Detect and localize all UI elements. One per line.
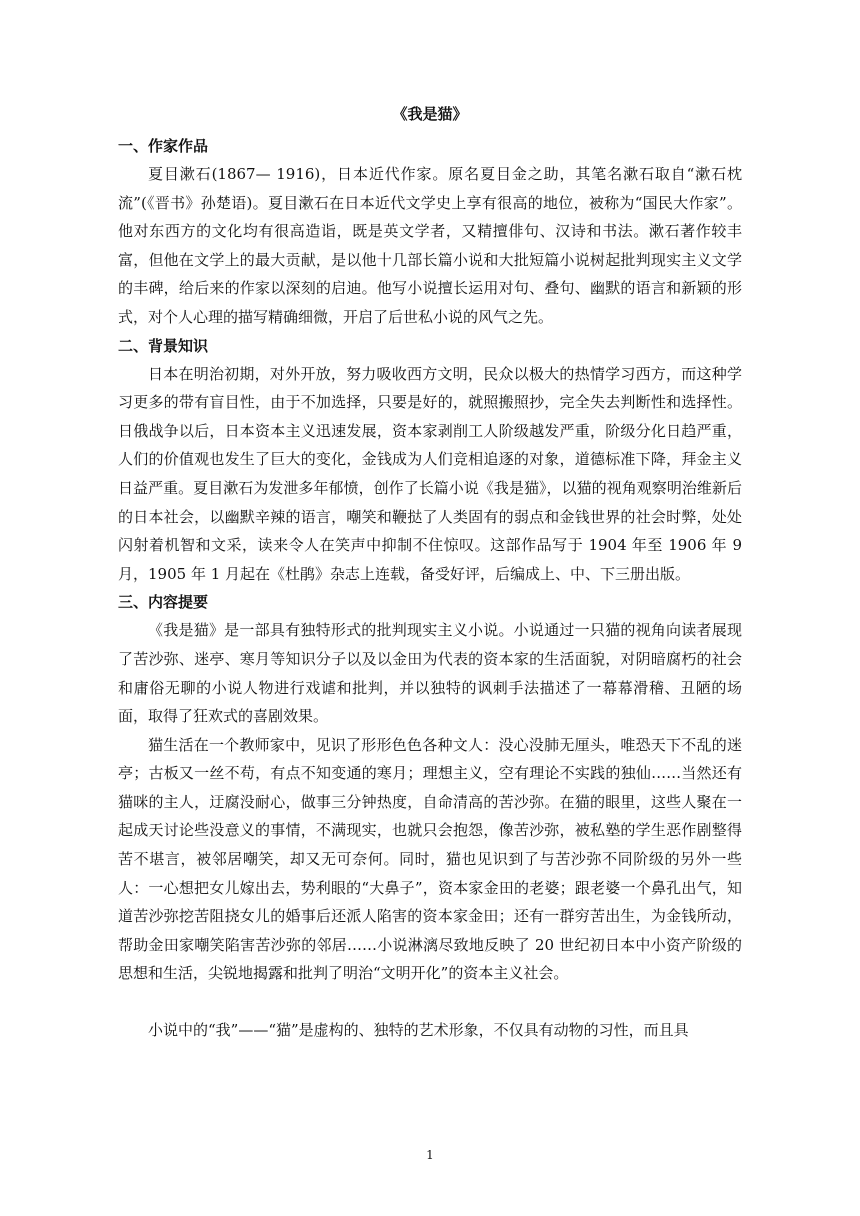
section-heading-author: 一、作家作品 — [118, 137, 209, 155]
paragraph-background: 日本在明治初期，对外开放，努力吸收西方文明，民众以极大的热情学习西方，而这种学习更多的带有盲目性，由于不加选择，只要是好的，就照搬照抄，完全失去判断性和选择性。日俄战争以后，日本资本主义迅速发展，资本家剥削工人阶级越发严重，阶级分化日趋严重，人们的价值观也发生了巨大的变化，金钱成为人们竞相追逐的对象，道德标准下降，拜金主义日益严重。夏目漱石为发泄多年郁愤，创作了长篇小说《我是猫》，以猫的视角观察明治维新后的日本社会，以幽默辛辣的语言，嘲笑和鞭挞了人类固有的弱点和金钱世界的社会时弊，处处闪射着机智和文采，读来令人在笑声中抑制不住惊叹。这部作品写于 1904 年至 1906 年 9 月，1905 年 1 月起在《杜鹃》杂志上连载，备受好评，后编成上、中、下三册出版。 — [118, 364, 742, 583]
paragraph-gap — [118, 988, 742, 1016]
paragraph-summary-2: 猫生活在一个教师家中，见识了形形色色各种文人：没心没肺无厘头，唯恐天下不乱的迷亭；古板又一丝不苟，有点不知变通的寒月；理想主义，空有理论不实践的独仙……当然还有猫咪的主人，迂腐没耐心，做事三分钟热度，自命清高的苦沙弥。在猫的眼里，这些人聚在一起成天讨论些没意义的事情，不满现实，也就只会抱怨，像苦沙弥，被私塾的学生恶作剧整得苦不堪言，被邻居嘲笑，却又无可奈何。同时，猫也见识到了与苦沙弥不同阶级的另外一些人：一心想把女儿嫁出去，势利眼的“大鼻子”，资本家金田的老婆；跟老婆一个鼻孔出气，知道苦沙弥挖苦阻挠女儿的婚事后还派人陷害的资本家金田；还有一群穷苦出生，为金钱所动，帮助金田家嘲笑陷害苦沙弥的邻居……小说淋漓尽致地反映了 20 世纪初日本中小资产阶级的思想和生活，尖锐地揭露和批判了明治“文明开化”的资本主义社会。 — [118, 735, 742, 983]
document-title: 《我是猫》 — [392, 105, 468, 123]
document-page — [118, 102, 742, 1045]
section-heading-summary: 三、内容提要 — [118, 593, 209, 612]
page-number: 1 — [426, 1148, 434, 1162]
paragraph-author: 夏目漱石(1867— 1916)，日本近代作家。原名夏目金之助，其笔名漱石取自“漱石枕流”(《晋书》孙楚语)。夏目漱石在日本近代文学史上享有很高的地位，被称为“国民大作家”。他对东西方的文化均有很高造诣，既是英文学者，又精擅俳句、汉诗和书法。漱石著作较丰富，但他在文学上的最大贡献，是以他十几部长篇小说和大批短篇小说树起批判现实主义文学的丰碑，给后来的作家以深刻的启迪。他写小说擅长运用对句、叠句、幽默的语言和新颖的形式，对个人心理的描写精确细微，开启了后世私小说的风气之先。 — [118, 165, 742, 326]
paragraph-summary-1: 《我是猫》是一部具有独特形式的批判现实主义小说。小说通过一只猫的视角向读者展现了苦沙弥、迷亭、寒月等知识分子以及以金田为代表的资本家的生活面貌，对阴暗腐朽的社会和庸俗无聊的小说人物进行戏谑和批判，并以独特的讽刺手法描述了一幕幕滑稽、丑陋的场面，取得了狂欢式的喜剧效果。 — [118, 621, 742, 726]
section-heading-background: 二、背景知识 — [118, 336, 209, 355]
paragraph-final: 小说中的“我”——“猫”是虚构的、独特的艺术形象，不仅具有动物的习性，而且具 — [148, 1021, 689, 1040]
